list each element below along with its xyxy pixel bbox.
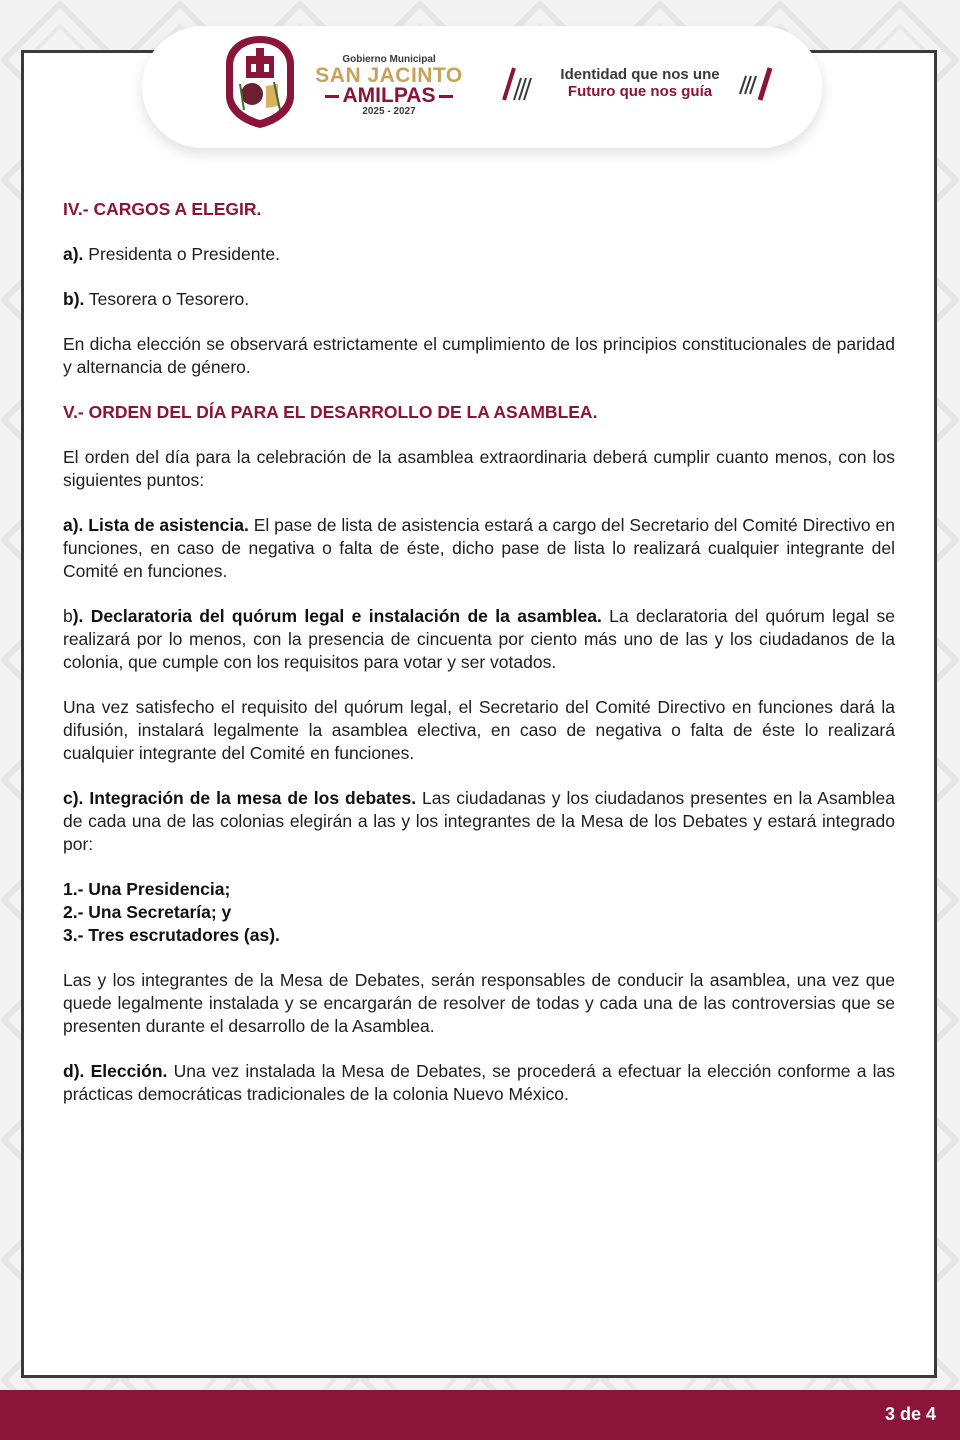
page-number: 3 de 4 bbox=[884, 1404, 936, 1424]
slogan bbox=[540, 66, 740, 100]
municipality-brand bbox=[304, 54, 474, 118]
brand-name-line2: AMILPAS bbox=[304, 86, 474, 106]
document-body bbox=[63, 198, 895, 1128]
item-c-mesa-debates: c). Integración de la mesa de los debates. Las ciudadanas y los ciudadanos presentes en la Asamblea de cada una de las colonias elegirán a las y los integrantes de la Mesa de los Debates y estará integrado por: bbox=[63, 788, 896, 854]
list-item: 1.- Una Presidencia; bbox=[63, 879, 231, 899]
footer-bar bbox=[0, 1390, 960, 1440]
slogan-line2: Futuro que nos guía bbox=[567, 83, 713, 100]
gov-label: Gobierno Municipal bbox=[342, 54, 436, 65]
municipal-crest-icon bbox=[222, 34, 298, 130]
item-d-eleccion: d). Elección. Una vez instalada la Mesa de Debates, se procederá a efectuar la elección conforme a las prácticas democráticas tradicionales de la colonia Nuevo México. bbox=[63, 1061, 896, 1104]
header-banner bbox=[142, 26, 822, 148]
section-v-heading: V.- ORDEN DEL DÍA PARA EL DESARROLLO DE LA ASAMBLEA. bbox=[63, 402, 598, 422]
section-iv-heading: IV.- CARGOS A ELEGIR. bbox=[63, 199, 262, 219]
slash-left-icon bbox=[500, 64, 536, 104]
s4-item-a: a). Presidenta o Presidente. bbox=[63, 244, 280, 264]
s4-paragraph: En dicha elección se observará estrictamente el cumplimiento de los principios constitucionales de paridad y alternancia de género. bbox=[63, 334, 895, 377]
item-b-paragraph2: Una vez satisfecho el requisito del quórum legal, el Secretario del Comité Directivo en funciones dará la difusión, instalará legalmente la asamblea electiva, en caso de negativa o falta de éste lo realizará cualquier integrante del Comité en funciones. bbox=[63, 697, 895, 763]
s4-item-b: b). Tesorera o Tesorero. bbox=[63, 289, 250, 309]
item-c-paragraph2: Las y los integrantes de la Mesa de Debates, serán responsables de conducir la asamblea, una vez que quede legalmente instalada y se encargarán de resolver de todas y cada una de las controversias que se presenten durante el desarrollo de la Asamblea. bbox=[63, 970, 895, 1036]
item-a-lista-asistencia: a). Lista de asistencia. El pase de lista de asistencia estará a cargo del Secretario del Comité Directivo en funciones, en caso de negativa o falta de éste, dicho pase de lista lo realizará cualquier integrante del Comité en funciones. bbox=[63, 515, 896, 581]
list-item: 2.- Una Secretaría; y bbox=[63, 902, 232, 922]
slash-right-icon bbox=[736, 64, 776, 104]
brand-years: 2025 - 2027 bbox=[362, 106, 416, 117]
brand-name-line1: SAN JACINTO bbox=[315, 64, 463, 87]
list-item: 3.- Tres escrutadores (as). bbox=[63, 925, 280, 945]
mesa-list bbox=[63, 878, 895, 947]
slogan-line1: Identidad que nos une bbox=[560, 66, 720, 83]
s5-intro: El orden del día para la celebración de la asamblea extraordinaria deberá cumplir cuanto menos, con los siguientes puntos: bbox=[63, 447, 895, 490]
item-b-quorum: b). Declaratoria del quórum legal e instalación de la asamblea. La declaratoria del quórum legal se realizará por lo menos, con la presencia de cincuenta por ciento más uno de las y los ciudadanos de la colonia, que cumple con los requisitos para votar y ser votados. bbox=[63, 606, 895, 672]
